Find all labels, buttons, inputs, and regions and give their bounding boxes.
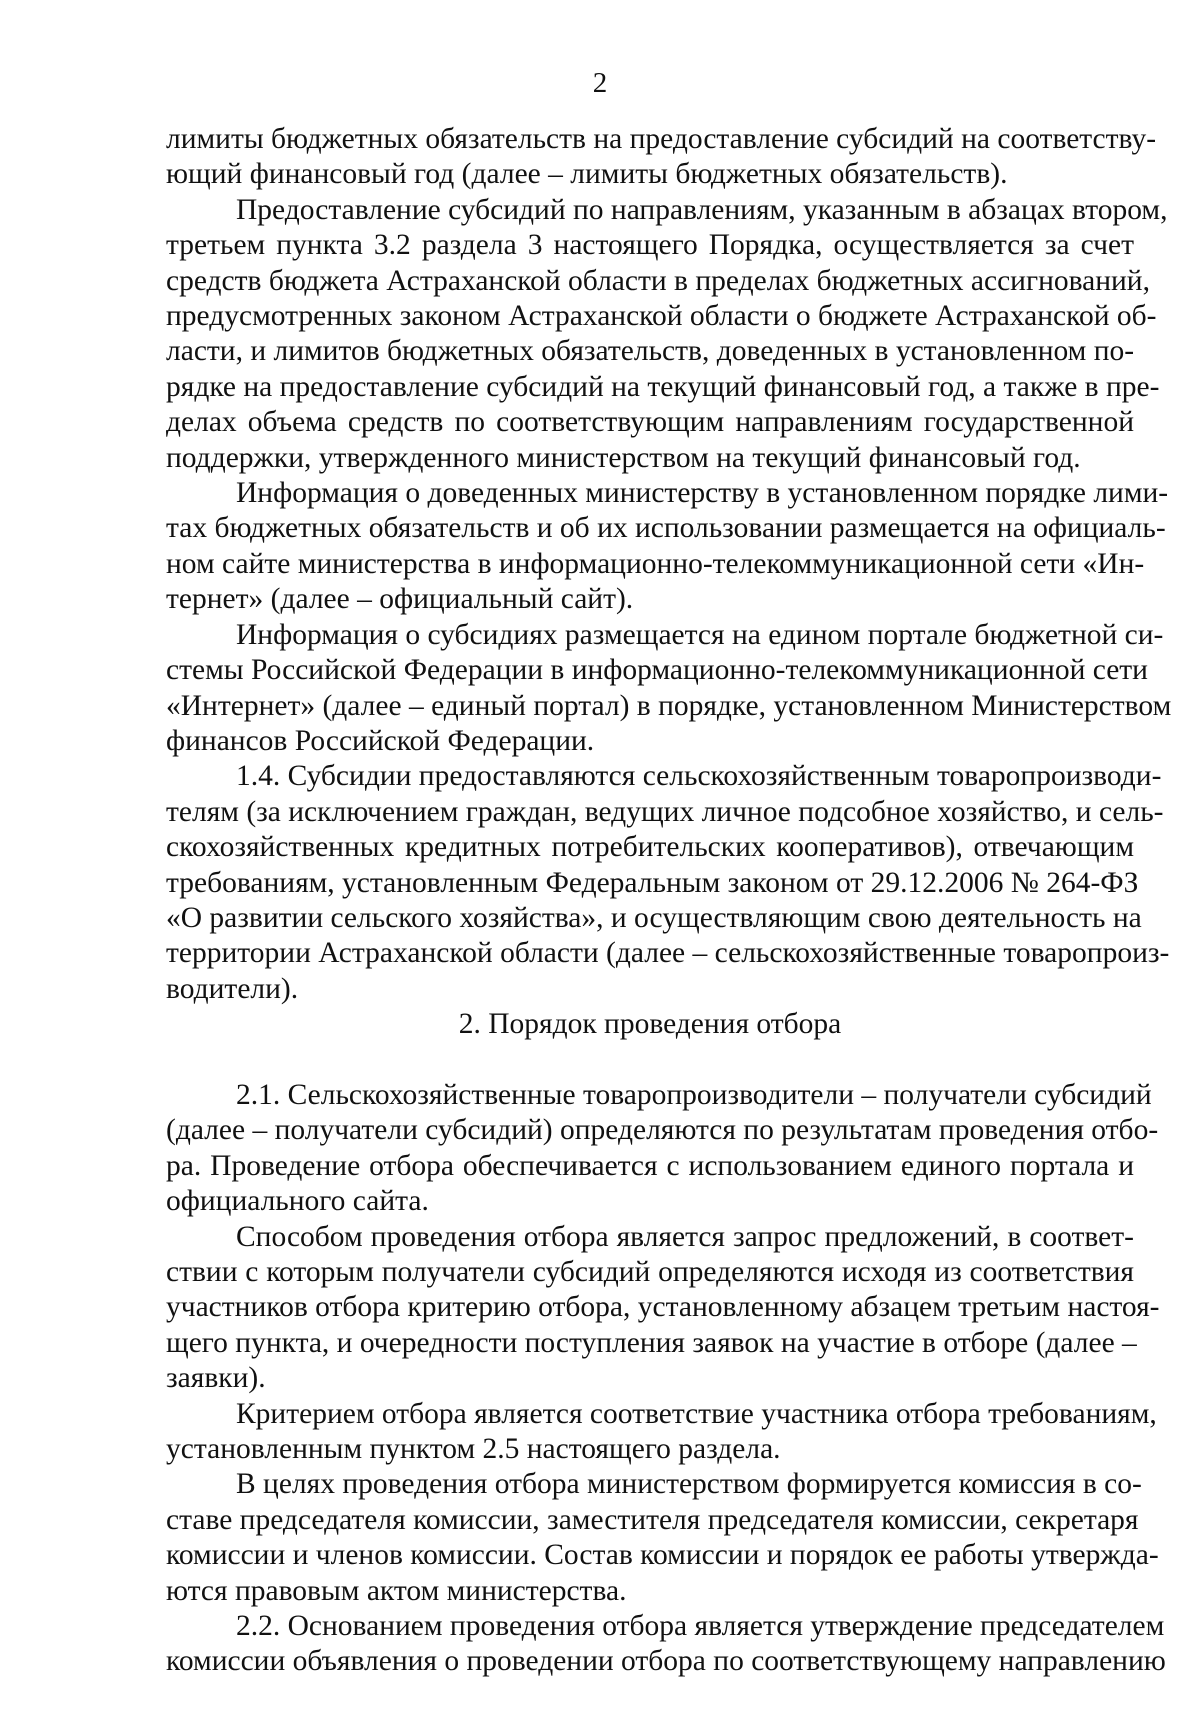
text-line: поддержки, утвержденного министерством на текущий финансовый год.	[166, 441, 1081, 474]
text-line: Информация о доведенных министерству в установленном порядке лими-	[236, 477, 1169, 510]
text-line: «Интернет» (далее – единый портал) в порядке, установленном Министерством	[166, 689, 1172, 722]
text-line: рядке на предоставление субсидий на текущий финансовый год, а также в пре-	[166, 370, 1160, 403]
text-line: делах объема средств по соответствующим направлениям государственной	[166, 406, 1134, 439]
text-line: комиссии объявления о проведении отбора по соответствующему направлению	[166, 1645, 1166, 1678]
text-line: комиссии и членов комиссии. Состав комиссии и порядок ее работы утвержда-	[166, 1539, 1159, 1572]
paragraph-limits-info	[166, 476, 1169, 618]
text-line: 2.1. Сельскохозяйственные товаропроизводители – получатели субсидий	[236, 1078, 1152, 1111]
text-line: Критерием отбора является соответствие участника отбора требованиям,	[236, 1397, 1157, 1430]
section-heading: 2. Порядок проведения отбора	[458, 1008, 842, 1041]
page-number: 2	[592, 67, 608, 99]
text-line: ра. Проведение отбора обеспечивается с использованием единого портала и	[166, 1149, 1134, 1182]
text-line: Способом проведения отбора является запрос предложений, в соответ-	[236, 1220, 1134, 1253]
text-line: ствии с которым получатели субсидий определяются исходя из соответствия	[166, 1255, 1134, 1288]
text-line: «О развитии сельского хозяйства», и осуществляющим свою деятельность на	[166, 901, 1142, 934]
text-line: ющий финансовый год (далее – лимиты бюджетных обязательств).	[166, 158, 1008, 191]
text-line: территории Астраханской области (далее – сельскохозяйственные товаропроиз-	[166, 937, 1170, 970]
text-line: официального сайта.	[166, 1185, 429, 1218]
text-line: тах бюджетных обязательств и об их использовании размещается на официаль-	[166, 512, 1166, 545]
text-line: заявки).	[166, 1362, 266, 1395]
text-line: водители).	[166, 972, 299, 1005]
text-line: 1.4. Субсидии предоставляются сельскохозяйственным товаропроизводи-	[236, 760, 1162, 793]
paragraph-subsidy-info-portal	[166, 618, 1172, 760]
paragraph-continuation	[166, 122, 1157, 193]
paragraph-1-4	[166, 759, 1170, 1007]
text-line: ются правовым актом министерства.	[166, 1574, 627, 1607]
paragraph-2-2	[166, 1609, 1166, 1680]
text-line: лимиты бюджетных обязательств на предоставление субсидий на соответству-	[166, 123, 1157, 155]
text-line: предусмотренных законом Астраханской области о бюджете Астраханской об-	[166, 300, 1157, 333]
text-line: третьем пункта 3.2 раздела 3 настоящего Порядка, осуществляется за счет	[166, 229, 1134, 262]
text-line: стемы Российской Федерации в информационно-телекоммуникационной сети	[166, 654, 1148, 687]
text-line: 2.2. Основанием проведения отбора является утверждение председателем	[236, 1610, 1165, 1643]
text-line: участников отбора критерию отбора, установленному абзацем третьим настоя-	[166, 1291, 1160, 1324]
text-line: скохозяйственных кредитных потребительских кооперативов), отвечающим	[166, 831, 1134, 864]
text-line: ном сайте министерства в информационно-телекоммуникационной сети «Ин-	[166, 547, 1145, 580]
spacer	[166, 1043, 1134, 1078]
text-line: тернет» (далее – официальный сайт).	[166, 583, 634, 616]
text-line: телям (за исключением граждан, ведущих личное подсобное хозяйство, и сель-	[166, 795, 1164, 828]
text-line: средств бюджета Астраханской области в пределах бюджетных ассигнований,	[166, 264, 1150, 297]
text-line: В целях проведения отбора министерством формируется комиссия в со-	[236, 1468, 1142, 1501]
text-line: требованиям, установленным Федеральным законом от 29.12.2006 № 264-ФЗ	[166, 866, 1139, 899]
paragraph-selection-method	[166, 1220, 1160, 1397]
paragraph-selection-criterion	[166, 1397, 1157, 1468]
document-body	[166, 122, 1172, 1680]
paragraph-2-1	[166, 1078, 1159, 1220]
text-line: ставе председателя комиссии, заместителя председателя комиссии, секретаря	[166, 1503, 1139, 1536]
text-line: финансов Российской Федерации.	[166, 724, 595, 757]
text-line: установленным пунктом 2.5 настоящего раздела.	[166, 1433, 781, 1465]
text-line: Информация о субсидиях размещается на едином портале бюджетной си-	[236, 618, 1164, 651]
text-line: ласти, и лимитов бюджетных обязательств, доведенных в установленном по-	[166, 335, 1135, 368]
text-line: щего пункта, и очередности поступления заявок на участие в отборе (далее –	[166, 1326, 1137, 1359]
text-line: Предоставление субсидий по направлениям, указанным в абзацах втором,	[236, 193, 1168, 226]
paragraph-commission	[166, 1467, 1159, 1609]
text-line: (далее – получатели субсидий) определяются по результатам проведения отбо-	[166, 1114, 1159, 1147]
paragraph-subsidy-funding	[166, 193, 1168, 476]
